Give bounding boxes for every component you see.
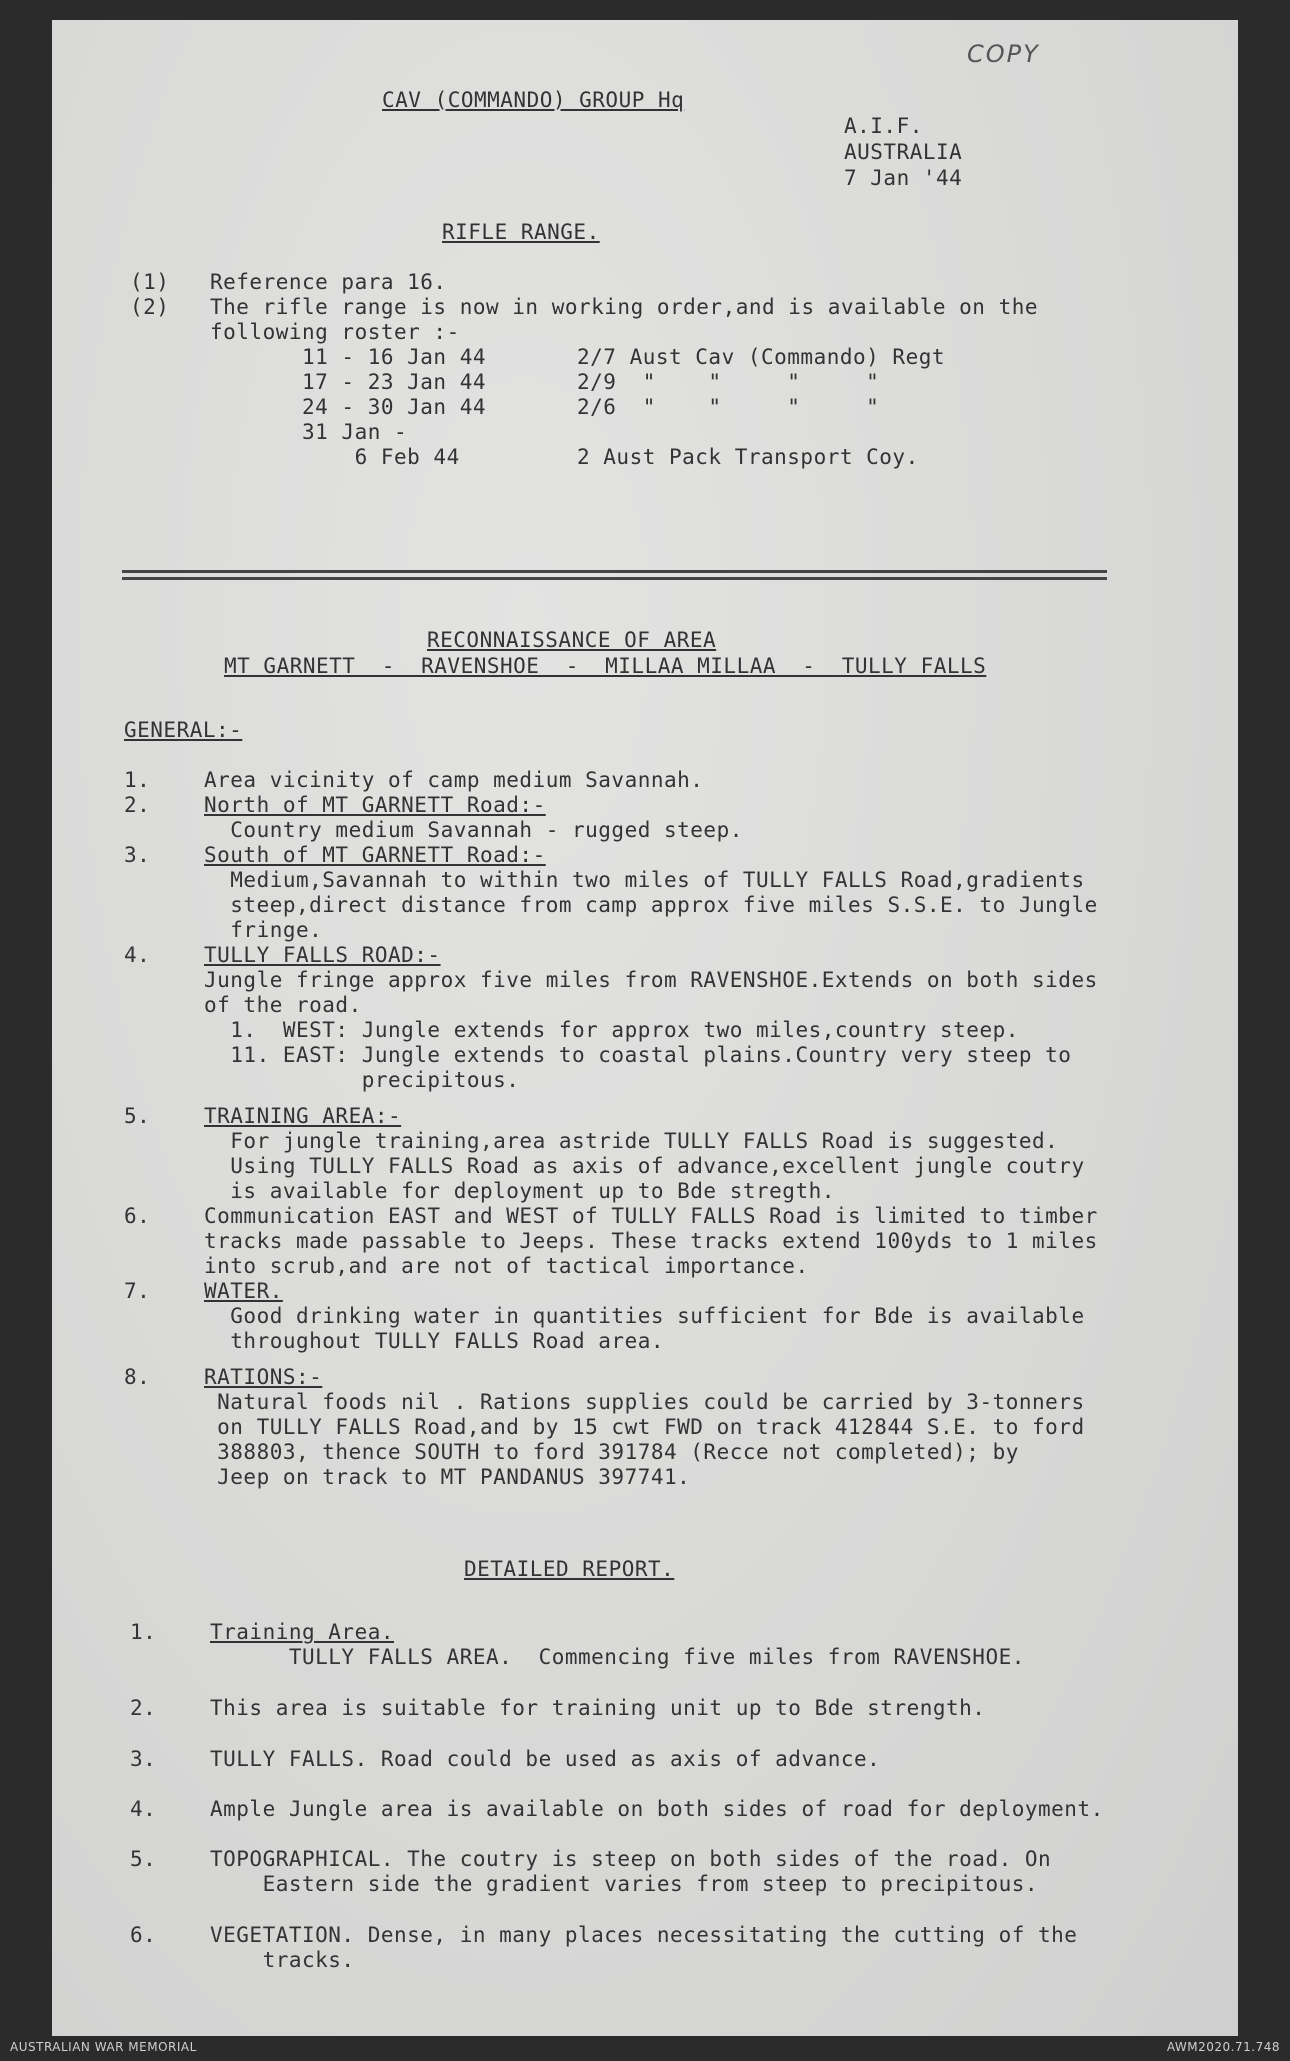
general-line-number: 7. [124, 1279, 151, 1303]
roster-unit: 2/9 " " " " [577, 370, 880, 394]
general-line-number: 2. [124, 793, 151, 817]
header-date: 7 Jan '44 [844, 166, 963, 190]
recce-heading: RECONNAISSANCE OF AREA [427, 628, 717, 652]
general-line-number: 6. [124, 1204, 151, 1228]
roster-unit: 2/7 Aust Cav (Commando) Regt [577, 345, 946, 369]
general-line: 11. EAST: Jungle extends to coastal plains.Country very steep to [204, 1043, 1072, 1067]
section-divider [122, 577, 1107, 580]
detailed-item-number: 6. [130, 1923, 157, 1947]
detailed-item-line-1: This area is suitable for training unit up to Bde strength. [210, 1696, 986, 1720]
general-line-number: 5. [124, 1104, 151, 1128]
detailed-item-line-1: TOPOGRAPHICAL. The coutry is steep on both sides of the road. On [210, 1847, 1052, 1871]
header-country: AUSTRALIA [844, 140, 963, 164]
roster-dates: 17 - 23 Jan 44 [302, 370, 487, 394]
general-line: North of MT GARNETT Road:- [204, 793, 546, 817]
general-line-number: 1. [124, 768, 151, 792]
para-1-number: (1) [130, 270, 170, 294]
general-line: 1. WEST: Jungle extends for approx two miles,country steep. [204, 1018, 1019, 1042]
general-line: fringe. [204, 918, 323, 942]
general-line-number: 4. [124, 943, 151, 967]
general-line: tracks made passable to Jeeps. These tracks extend 100yds to 1 miles [204, 1229, 1098, 1253]
general-line: Medium,Savannah to within two miles of TULLY FALLS Road,gradients [204, 868, 1085, 892]
general-line-number: 3. [124, 843, 151, 867]
handwritten-copy-note: COPY [967, 40, 1040, 68]
detailed-item-line-1: Training Area. [210, 1620, 395, 1644]
detailed-item-line-1: Ample Jungle area is available on both sides of road for deployment. [210, 1797, 1104, 1821]
detailed-item-number: 3. [130, 1747, 157, 1771]
roster-dates: 11 - 16 Jan 44 [302, 345, 487, 369]
detailed-report-heading: DETAILED REPORT. [464, 1557, 675, 1581]
general-line: is available for deployment up to Bde stregth. [204, 1179, 835, 1203]
general-line: Good drinking water in quantities sufficient for Bde is available [204, 1304, 1085, 1328]
para-1-text: Reference para 16. [210, 270, 447, 294]
detailed-item-line-1: VEGETATION. Dense, in many places necessitating the cutting of the [210, 1923, 1078, 1947]
general-line: Communication EAST and WEST of TULLY FALLS Road is limited to timber [204, 1204, 1098, 1228]
unit-title: CAV (COMMANDO) GROUP Hq [382, 88, 685, 112]
para-2-line-2: following roster :- [210, 320, 460, 344]
detailed-item-line-2: TULLY FALLS AREA. Commencing five miles from RAVENSHOE. [210, 1645, 1025, 1669]
general-line: WATER. [204, 1279, 283, 1303]
detailed-item-line-1: TULLY FALLS. Road could be used as axis of advance. [210, 1747, 881, 1771]
detailed-item-number: 5. [130, 1847, 157, 1871]
header-org: A.I.F. [844, 114, 923, 138]
para-2-number: (2) [130, 295, 170, 319]
footer-catalogue-id: AWM2020.71.748 [1166, 2040, 1280, 2054]
roster-unit: 2 Aust Pack Transport Coy. [577, 445, 919, 469]
detailed-item-line-2: Eastern side the gradient varies from steep to precipitous. [210, 1872, 1039, 1896]
general-line: Area vicinity of camp medium Savannah. [204, 768, 704, 792]
detailed-item-number: 2. [130, 1696, 157, 1720]
general-line: 388803, thence SOUTH to ford 391784 (Recce not completed); by [204, 1440, 1019, 1464]
general-line: Jeep on track to MT PANDANUS 397741. [204, 1465, 691, 1489]
detailed-item-number: 4. [130, 1797, 157, 1821]
detailed-item-number: 1. [130, 1620, 157, 1644]
roster-unit: 2/6 " " " " [577, 395, 880, 419]
recce-subheading: MT GARNETT - RAVENSHOE - MILLAA MILLAA - TULLY FALLS [224, 654, 987, 678]
general-line: on TULLY FALLS Road,and by 15 cwt FWD on track 412844 S.E. to ford [204, 1415, 1085, 1439]
general-line: steep,direct distance from camp approx five miles S.S.E. to Jungle [204, 893, 1098, 917]
general-line: South of MT GARNETT Road:- [204, 843, 546, 867]
general-line: For jungle training,area astride TULLY FALLS Road is suggested. [204, 1129, 1059, 1153]
general-line: throughout TULLY FALLS Road area. [204, 1329, 665, 1353]
general-line: Using TULLY FALLS Road as axis of advance,excellent jungle coutry [204, 1154, 1085, 1178]
general-line: RATIONS:- [204, 1365, 323, 1389]
general-line: TULLY FALLS ROAD:- [204, 943, 441, 967]
general-line: Jungle fringe approx five miles from RAVENSHOE.Extends on both sides [204, 968, 1098, 992]
para-2-line-1: The rifle range is now in working order,and is available on the [210, 295, 1039, 319]
general-line: Country medium Savannah - rugged steep. [204, 818, 743, 842]
roster-dates: 6 Feb 44 [302, 445, 460, 469]
general-label: GENERAL:- [124, 718, 243, 742]
general-line: precipitous. [204, 1068, 520, 1092]
roster-dates: 31 Jan - [302, 420, 408, 444]
roster-dates: 24 - 30 Jan 44 [302, 395, 487, 419]
detailed-item-line-2: tracks. [210, 1948, 355, 1972]
section-divider [122, 570, 1107, 573]
general-line: into scrub,and are not of tactical importance. [204, 1254, 809, 1278]
rifle-range-heading: RIFLE RANGE. [442, 220, 600, 244]
general-line: of the road. [204, 993, 362, 1017]
footer-archive-name: AUSTRALIAN WAR MEMORIAL [10, 2040, 197, 2054]
general-line: TRAINING AREA:- [204, 1104, 402, 1128]
document-page [52, 20, 1238, 2036]
general-line-number: 8. [124, 1365, 151, 1389]
general-line: Natural foods nil . Rations supplies could be carried by 3-tonners [204, 1390, 1085, 1414]
